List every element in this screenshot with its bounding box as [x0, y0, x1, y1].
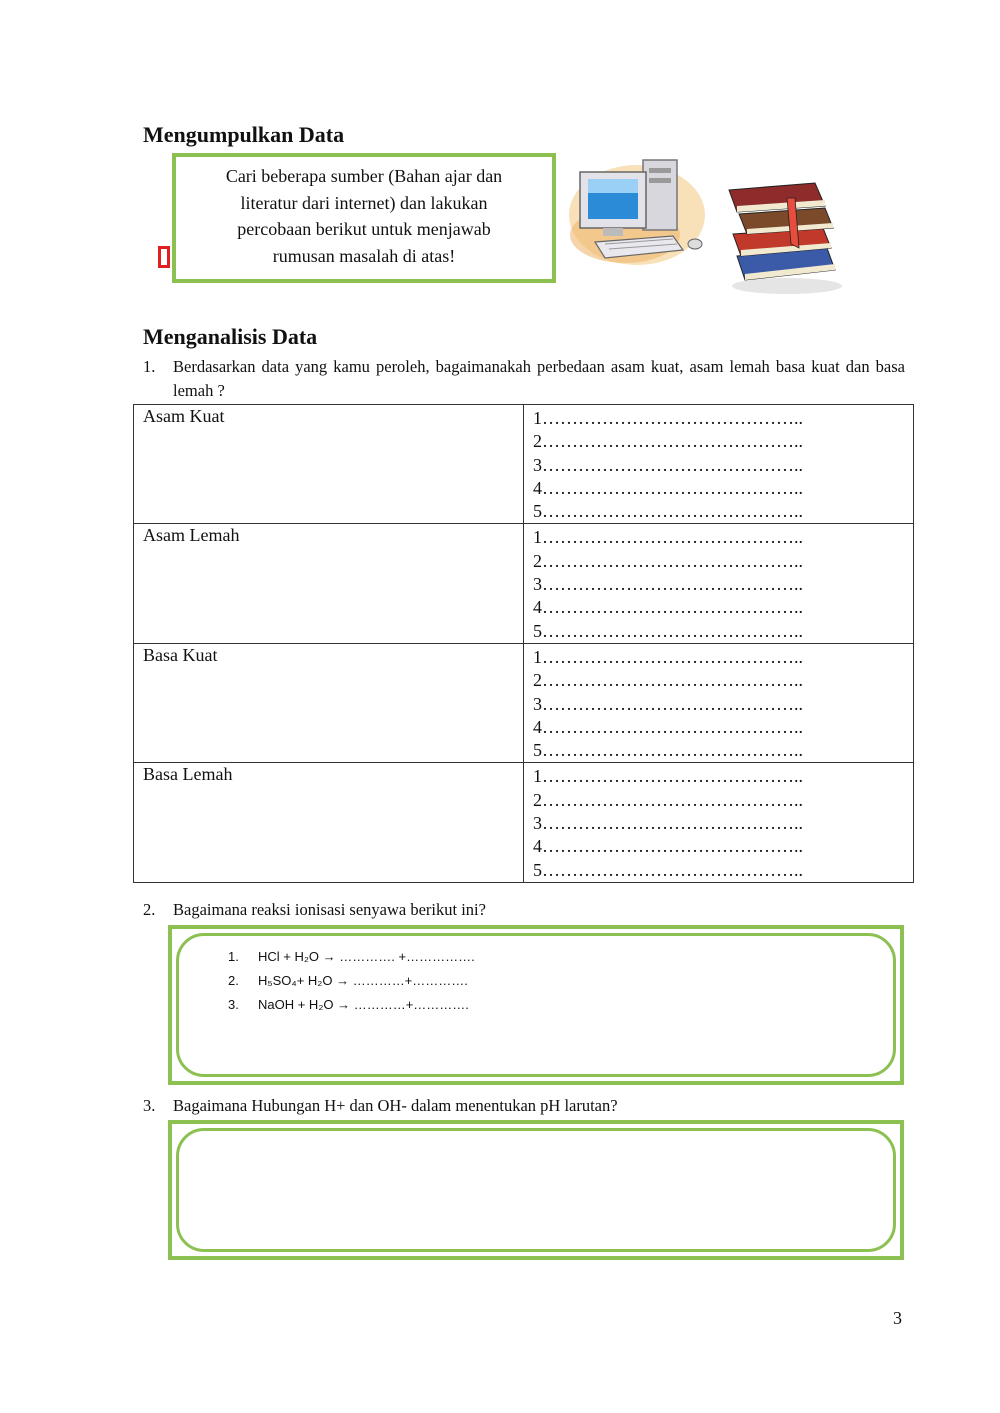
instruction-text [176, 157, 552, 269]
answer-line[interactable]: 4…………………………………….. [533, 477, 803, 498]
answer-lines[interactable] [524, 405, 914, 524]
answer-line[interactable]: 1…………………………………….. [533, 766, 803, 787]
instruction-line: Cari beberapa sumber (Bahan ajar dan [225, 166, 503, 186]
question-2 [143, 898, 905, 922]
question-number: 1. [143, 357, 156, 376]
answer-line[interactable]: 4…………………………………….. [533, 716, 803, 737]
reaction-answer-box[interactable] [168, 925, 904, 1085]
question-text: Bagaimana Hubungan H+ dan OH- dalam menentukan pH larutan? [173, 1096, 618, 1115]
question-text: Berdasarkan data yang kamu peroleh, bagaimanakah perbedaan asam kuat, asam lemah basa kuat dan basa lemah ? [173, 357, 905, 400]
ph-answer-box[interactable] [168, 1120, 904, 1260]
answer-line[interactable]: 4…………………………………….. [533, 597, 803, 618]
instruction-line: literatur dari internet) dan lakukan [240, 192, 488, 213]
table-row [134, 405, 914, 524]
answer-line[interactable]: 1…………………………………….. [533, 408, 803, 428]
row-label: Asam Kuat [134, 405, 524, 524]
collect-heading: Mengumpulkan Data [143, 122, 345, 147]
answer-line[interactable]: 3…………………………………….. [533, 693, 803, 714]
computer-illustration [565, 140, 710, 270]
table-row [134, 763, 914, 882]
answer-line[interactable]: 2…………………………………….. [533, 431, 803, 452]
answer-line[interactable]: 5…………………………………….. [533, 859, 803, 880]
answer-line[interactable]: 2…………………………………….. [533, 550, 803, 571]
question-number: 2. [143, 900, 156, 919]
ph-answer-inner [176, 1128, 896, 1252]
reaction-number: 3. [228, 997, 239, 1012]
reaction-equation[interactable]: NaOH + H₂O → …………+…………. [258, 997, 469, 1012]
answer-line[interactable]: 2…………………………………….. [533, 789, 803, 810]
answer-line[interactable]: 3…………………………………….. [533, 454, 803, 475]
red-marker [158, 246, 170, 268]
answer-lines[interactable] [524, 524, 914, 643]
answer-line[interactable]: 2…………………………………….. [533, 670, 803, 691]
table-row [134, 643, 914, 762]
answer-line[interactable]: 3…………………………………….. [533, 813, 803, 834]
answer-line[interactable]: 5…………………………………….. [533, 501, 803, 522]
answer-line[interactable]: 1…………………………………….. [533, 646, 803, 667]
question-3 [143, 1094, 905, 1118]
answer-line[interactable]: 5…………………………………….. [533, 740, 803, 761]
reaction-item [228, 945, 628, 969]
question-number: 3. [143, 1096, 156, 1115]
row-label: Basa Lemah [134, 763, 524, 882]
answer-line[interactable]: 3…………………………………….. [533, 574, 803, 595]
acid-base-table [133, 404, 914, 883]
answer-line[interactable]: 4…………………………………….. [533, 836, 803, 857]
instruction-line: rumusan masalah di atas! [272, 245, 456, 266]
reaction-equation[interactable]: H₅SO₄+ H₂O → …………+…………. [258, 973, 468, 988]
question-1 [143, 355, 905, 403]
instruction-line: percobaan berikut untuk menjawab [237, 219, 491, 239]
reaction-number: 1. [228, 949, 239, 964]
question-text: Bagaimana reaksi ionisasi senyawa berikut ini? [173, 900, 486, 919]
reaction-item [228, 993, 628, 1017]
row-label: Asam Lemah [134, 524, 524, 643]
books-stack-illustration [725, 178, 850, 296]
row-label: Basa Kuat [134, 643, 524, 762]
answer-line[interactable]: 1…………………………………….. [533, 527, 803, 548]
reaction-equation[interactable]: HCl + H₂O → …………. +……………. [258, 949, 475, 964]
instruction-box [172, 153, 556, 283]
page-number: 3 [893, 1308, 902, 1328]
reaction-item [228, 969, 628, 993]
answer-lines[interactable] [524, 763, 914, 882]
answer-line[interactable]: 5…………………………………….. [533, 620, 803, 641]
reaction-number: 2. [228, 973, 239, 988]
table-row [134, 524, 914, 643]
answer-lines[interactable] [524, 643, 914, 762]
analyze-heading: Menganalisis Data [143, 324, 318, 349]
